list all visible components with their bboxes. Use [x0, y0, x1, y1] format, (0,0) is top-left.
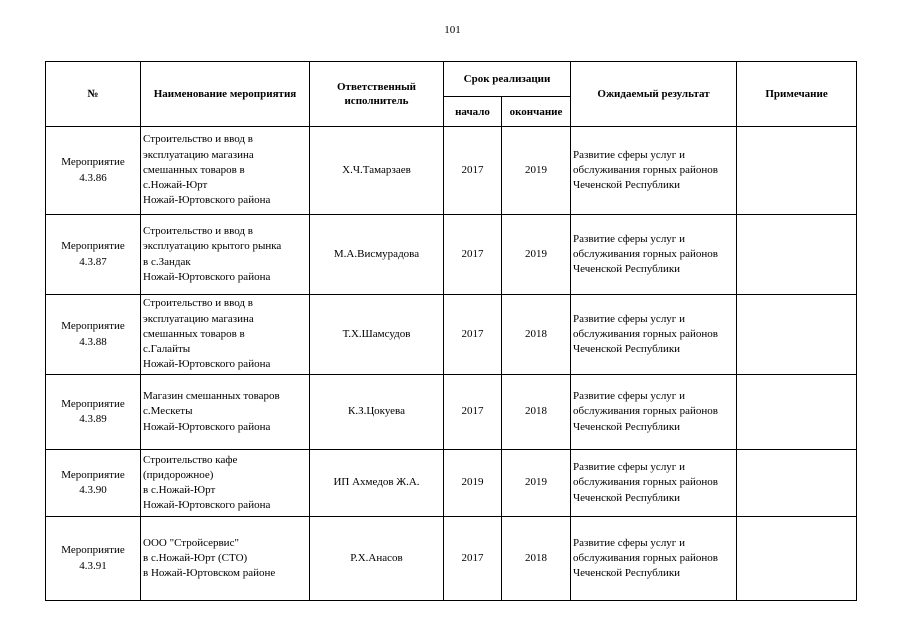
measure-number-cell [46, 215, 141, 295]
measure-number-cell-line: 4.3.88 [79, 335, 107, 348]
header-result: Ожидаемый результат [571, 62, 737, 127]
table-row [46, 450, 857, 517]
measure-name-cell-line: ООО "Стройсервис" [143, 536, 239, 549]
end-year-cell: 2019 [502, 215, 571, 295]
measure-name-cell-line: Ножай-Юртовского района [143, 358, 271, 371]
measure-name-cell-line: Строительство и ввод в [143, 133, 253, 146]
expected-result-cell-line: обслуживания горных районов [573, 327, 718, 340]
measure-name-cell-line: в с.Зандак [143, 255, 191, 268]
table-row [46, 517, 857, 601]
start-year-cell: 2017 [444, 375, 502, 450]
expected-result-cell-line: Чеченской Республики [573, 420, 681, 433]
header-note: Примечание [737, 62, 857, 127]
measure-number-cell-line: Мероприятие [61, 156, 125, 169]
expected-result-cell-line: обслуживания горных районов [573, 163, 718, 176]
start-year-cell: 2017 [444, 127, 502, 215]
expected-result-cell [571, 295, 737, 375]
note-cell [737, 295, 857, 375]
expected-result-cell-line: обслуживания горных районов [573, 247, 718, 260]
expected-result-cell [571, 127, 737, 215]
table-row [46, 215, 857, 295]
start-year-cell: 2019 [444, 450, 502, 517]
measure-number-cell [46, 450, 141, 517]
measure-name-cell-line: смешанных товаров в [143, 327, 245, 340]
header-period: Срок реализации [444, 62, 571, 97]
measure-number-cell-line: 4.3.87 [79, 255, 107, 268]
end-year-cell: 2019 [502, 127, 571, 215]
measure-name-cell-line: Строительство и ввод в [143, 225, 253, 238]
executor-cell: М.А.Висмурадова [310, 215, 444, 295]
note-cell [737, 517, 857, 601]
measure-name-cell-line: (придорожное) [143, 468, 214, 481]
measure-name-cell-line: Строительство кафе [143, 453, 238, 466]
measure-name-cell-line: эксплуатацию магазина [143, 148, 254, 161]
expected-result-cell-line: Развитие сферы услуг и [573, 312, 685, 325]
measure-name-cell-line: смешанных товаров в [143, 163, 245, 176]
expected-result-cell-line: Чеченской Республики [573, 491, 681, 504]
note-cell [737, 450, 857, 517]
executor-cell: ИП Ахмедов Ж.А. [310, 450, 444, 517]
measure-name-cell [141, 517, 310, 601]
measure-name-cell-line: эксплуатацию крытого рынка [143, 240, 282, 253]
table-row [46, 375, 857, 450]
measures-table [45, 61, 857, 601]
header-executor: Ответственный исполнитель [310, 62, 444, 127]
measure-number-cell-line: 4.3.86 [79, 171, 107, 184]
end-year-cell: 2019 [502, 450, 571, 517]
measure-number-cell-line: 4.3.90 [79, 484, 107, 496]
measure-number-cell [46, 295, 141, 375]
measure-name-cell-line: эксплуатацию магазина [143, 312, 254, 325]
end-year-cell: 2018 [502, 375, 571, 450]
measure-name-cell-line: Ножай-Юртовского района [143, 420, 271, 433]
expected-result-cell [571, 375, 737, 450]
executor-cell: Т.Х.Шамсудов [310, 295, 444, 375]
measure-name-cell-line: Ножай-Юртовского района [143, 499, 271, 512]
measure-name-cell [141, 215, 310, 295]
expected-result-cell-line: Развитие сферы услуг и [573, 536, 685, 549]
executor-cell: К.З.Цокуева [310, 375, 444, 450]
end-year-cell: 2018 [502, 517, 571, 601]
measure-name-cell [141, 450, 310, 517]
expected-result-cell-line: Развитие сферы услуг и [573, 148, 685, 161]
table-body [46, 127, 857, 601]
note-cell [737, 127, 857, 215]
expected-result-cell [571, 450, 737, 517]
start-year-cell: 2017 [444, 517, 502, 601]
page-number: 101 [444, 24, 461, 36]
measure-number-cell [46, 517, 141, 601]
measure-name-cell [141, 295, 310, 375]
measure-number-cell-line: Мероприятие [61, 468, 125, 481]
measure-name-cell-line: с.Ножай-Юрт [143, 179, 208, 192]
start-year-cell: 2017 [444, 215, 502, 295]
measure-name-cell-line: Магазин смешанных товаров [143, 390, 280, 403]
note-cell [737, 375, 857, 450]
header-start: начало [444, 97, 502, 127]
measure-name-cell [141, 375, 310, 450]
end-year-cell: 2018 [502, 295, 571, 375]
measure-name-cell-line: в Ножай-Юртовском районе [143, 567, 276, 580]
note-cell [737, 215, 857, 295]
expected-result-cell-line: Чеченской Республики [573, 179, 681, 192]
measure-number-cell-line: 4.3.89 [79, 413, 107, 425]
measure-number-cell-line: Мероприятие [61, 397, 125, 410]
measure-number-cell-line: Мероприятие [61, 240, 125, 253]
measure-name-cell-line: Строительство и ввод в [143, 297, 253, 310]
expected-result-cell-line: Развитие сферы услуг и [573, 390, 685, 403]
measure-number-cell-line: Мероприятие [61, 320, 125, 333]
expected-result-cell-line: обслуживания горных районов [573, 405, 718, 418]
header-end: окончание [502, 97, 571, 127]
measure-number-cell [46, 375, 141, 450]
executor-cell: Х.Ч.Тамарзаев [310, 127, 444, 215]
measure-number-cell-line: 4.3.91 [79, 559, 107, 572]
expected-result-cell-line: Чеченской Республики [573, 567, 681, 580]
measure-name-cell-line: с.Галайты [143, 343, 191, 356]
measure-name-cell-line: в с.Ножай-Юрт (СТО) [143, 551, 248, 564]
expected-result-cell [571, 517, 737, 601]
header-row-top [46, 62, 857, 97]
measure-name-cell-line: Ножай-Юртовского района [143, 194, 271, 207]
expected-result-cell [571, 215, 737, 295]
expected-result-cell-line: Развитие сферы услуг и [573, 232, 685, 245]
executor-cell: Р.Х.Анасов [310, 517, 444, 601]
measure-number-cell-line: Мероприятие [61, 544, 125, 557]
header-name: Наименование мероприятия [141, 62, 310, 127]
header-num: № [46, 62, 141, 127]
start-year-cell: 2017 [444, 295, 502, 375]
expected-result-cell-line: Развитие сферы услуг и [573, 461, 685, 474]
measure-name-cell-line: Ножай-Юртовского района [143, 270, 271, 283]
table-row [46, 295, 857, 375]
expected-result-cell-line: обслуживания горных районов [573, 476, 718, 489]
measure-number-cell [46, 127, 141, 215]
expected-result-cell-line: Чеченской Республики [573, 343, 681, 356]
expected-result-cell-line: Чеченской Республики [573, 263, 681, 276]
expected-result-cell-line: обслуживания горных районов [573, 551, 718, 564]
table-row [46, 127, 857, 215]
measure-name-cell-line: с.Мескеты [143, 405, 193, 418]
measure-name-cell [141, 127, 310, 215]
measure-name-cell-line: в с.Ножай-Юрт [143, 484, 216, 496]
